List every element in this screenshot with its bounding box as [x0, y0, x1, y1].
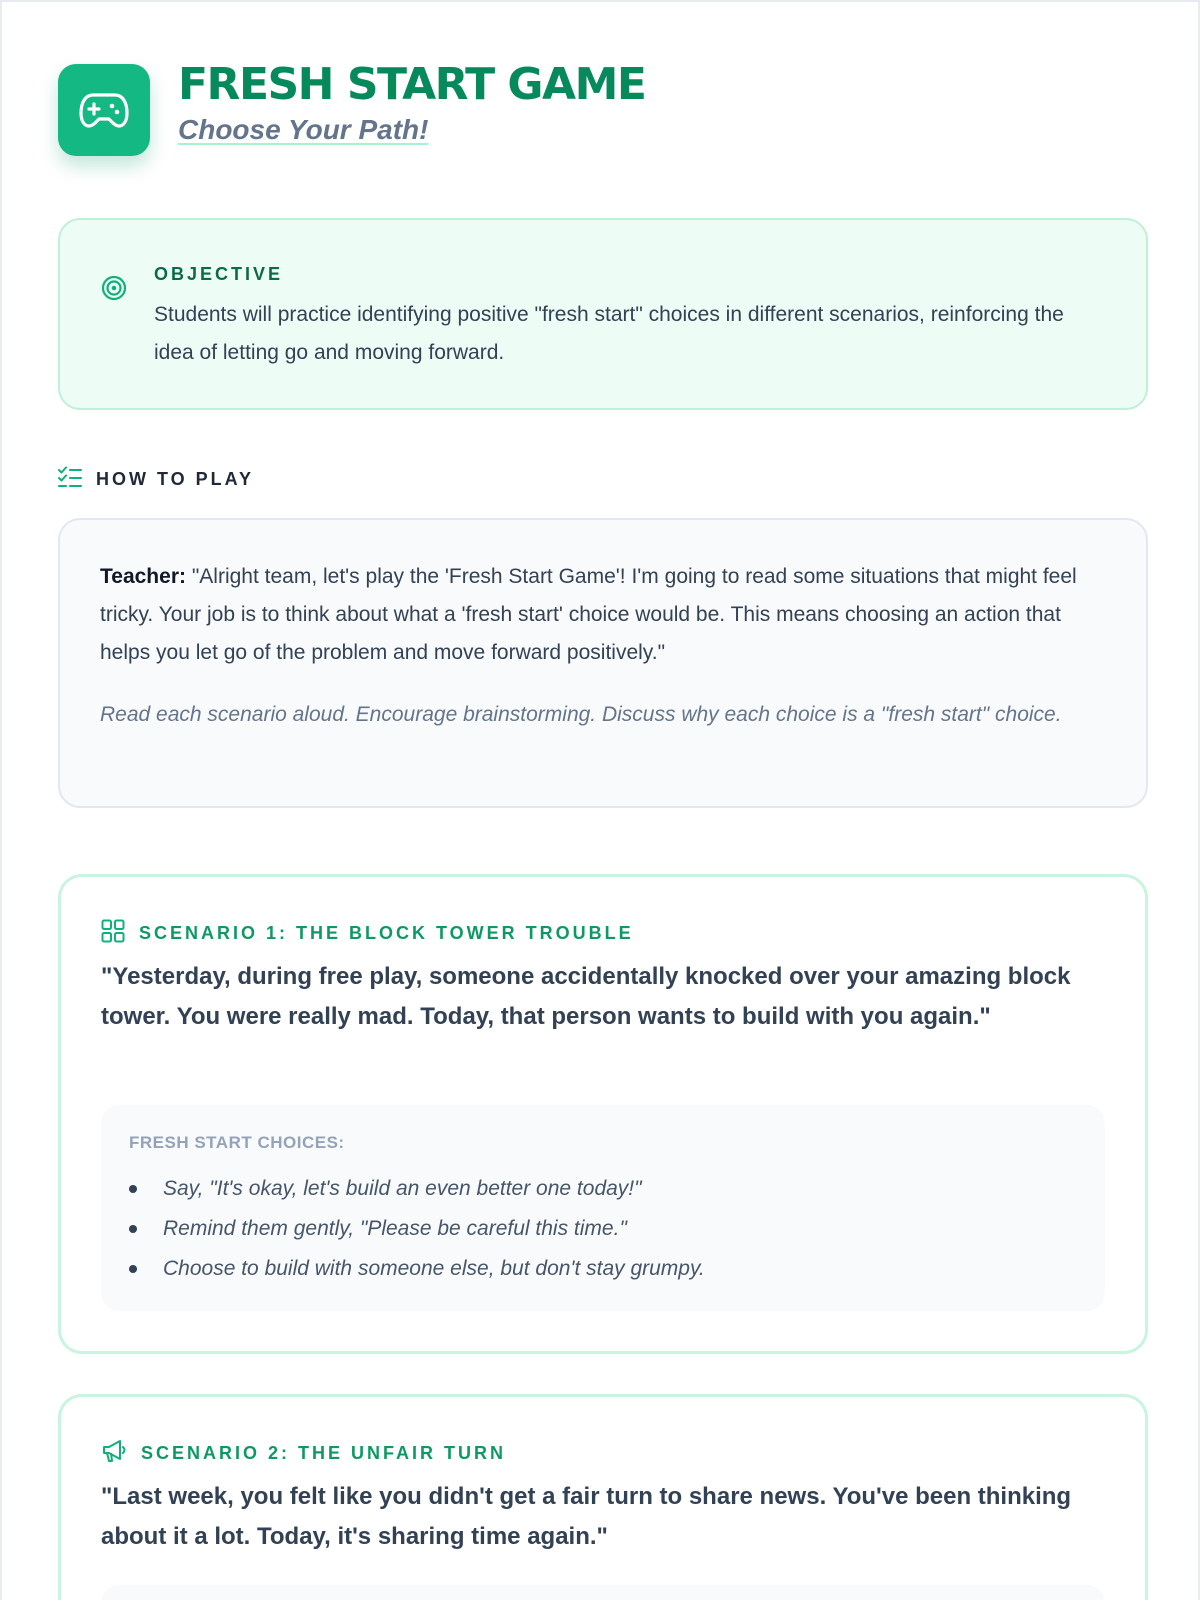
scenario-title: SCENARIO 2: THE UNFAIR TURN: [141, 1443, 507, 1463]
objective-text: Students will practice identifying positive "fresh start" choices in different scenarios, reinforcing the idea of letting go and moving forward.: [154, 303, 1064, 364]
scenario-heading: [101, 1439, 506, 1468]
gamepad-icon: [58, 64, 150, 156]
megaphone-icon: [101, 1439, 127, 1468]
choice-item: Choose to build with someone else, but don't stay grumpy.: [129, 1249, 705, 1289]
page-title: FRESH START GAME: [178, 59, 646, 110]
page-subtitle: Choose Your Path!: [178, 114, 429, 146]
scenario-heading: [101, 919, 634, 948]
objective-card: [58, 218, 1148, 410]
checklist-icon: [58, 466, 82, 493]
title-block: [178, 59, 646, 146]
scenario-title: SCENARIO 1: THE BLOCK TOWER TROUBLE: [139, 923, 634, 943]
teacher-script: [100, 558, 1100, 672]
scenario-quote: "Yesterday, during free play, someone accidentally knocked over your amazing block tower. You were really mad. Today, that person wants to build with you again.": [101, 963, 1071, 1030]
teacher-text: "Alright team, let's play the 'Fresh Start Game'! I'm going to read some situations that might feel tricky. Your job is to think about what a 'fresh start' choice would be. This means choosing an action that helps you let go of the problem and move forward positively.": [100, 565, 1077, 664]
choices-list: [129, 1169, 705, 1289]
choice-item: Say, "It's okay, let's build an even better one today!": [129, 1169, 705, 1209]
scenario-quote: "Last week, you felt like you didn't get a fair turn to share news. You've been thinking about it a lot. Today, it's sharing time again.": [101, 1483, 1072, 1550]
choices-panel: [101, 1585, 1105, 1600]
objective-label: OBJECTIVE: [154, 264, 284, 284]
choice-item: Remind them gently, "Please be careful this time.": [129, 1209, 705, 1249]
page-header: [58, 59, 646, 156]
choices-label: FRESH START CHOICES:: [129, 1133, 345, 1152]
how-to-play-heading: [58, 466, 254, 493]
scenario-card: [58, 874, 1148, 1354]
scenario-card: [58, 1394, 1148, 1600]
teacher-label: Teacher:: [100, 565, 186, 588]
how-to-play-label: HOW TO PLAY: [96, 469, 255, 489]
teacher-script-card: [58, 518, 1148, 808]
choices-panel: [101, 1105, 1105, 1311]
blocks-icon: [101, 919, 125, 948]
teacher-note: Read each scenario aloud. Encourage brainstorming. Discuss why each choice is a "fresh start" choice.: [100, 703, 1062, 726]
target-icon: [100, 274, 128, 307]
